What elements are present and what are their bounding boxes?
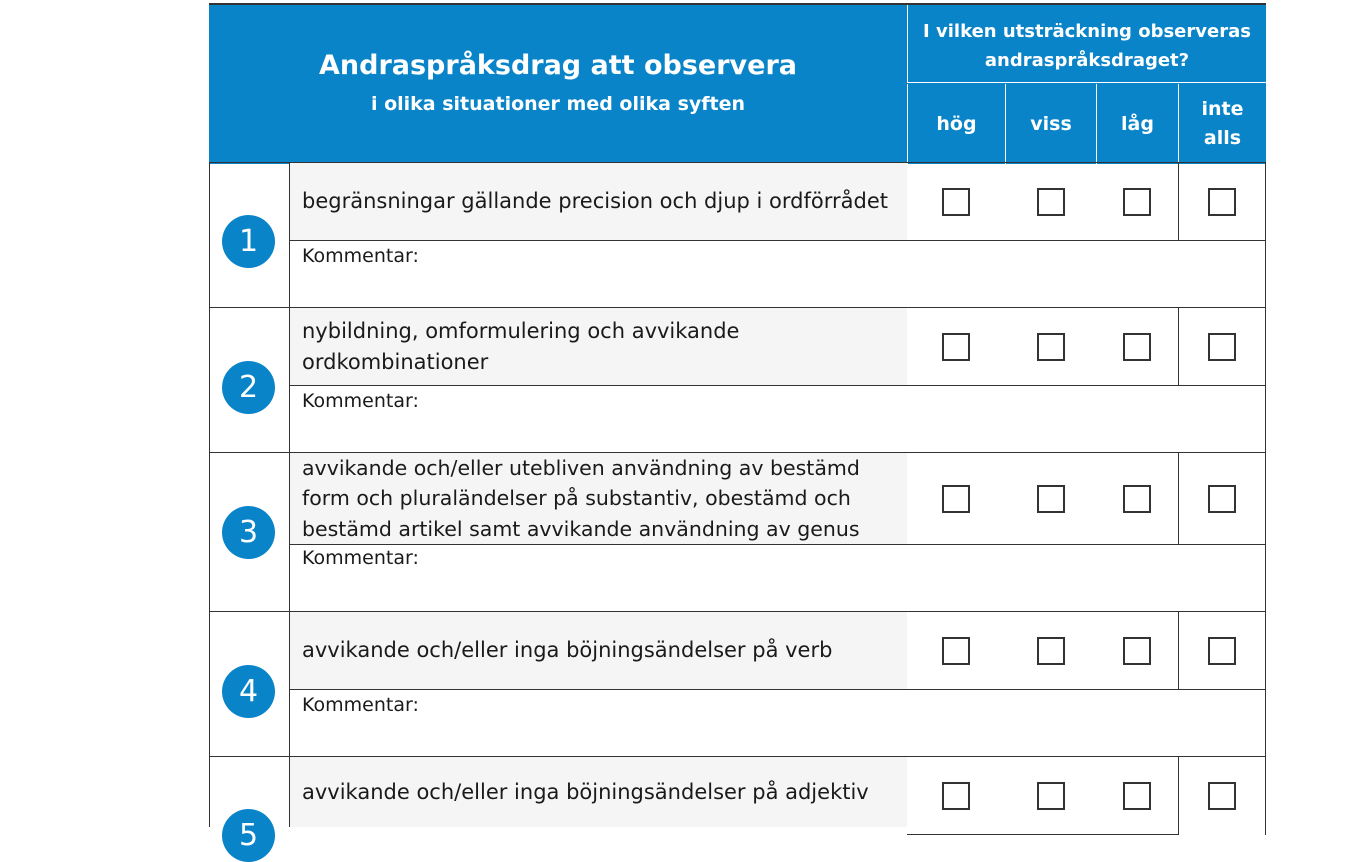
column-header-viss bbox=[1005, 84, 1096, 164]
item-number: 5 bbox=[238, 818, 259, 853]
item-number-cell bbox=[209, 757, 290, 853]
checkbox-inte-alls[interactable] bbox=[1208, 188, 1236, 216]
checkbox-lag[interactable] bbox=[1123, 333, 1151, 361]
rating-cell-inte-alls bbox=[1178, 453, 1266, 545]
comment-field[interactable] bbox=[290, 386, 1266, 453]
item-row-2 bbox=[209, 307, 1266, 453]
checkbox-inte-alls[interactable] bbox=[1208, 333, 1236, 361]
header-title-block bbox=[209, 5, 907, 164]
item-description bbox=[290, 308, 907, 386]
column-header-hog bbox=[907, 84, 1005, 164]
rating-cell-lag bbox=[1096, 612, 1178, 690]
item-number-badge bbox=[222, 215, 275, 268]
item-number-badge bbox=[222, 361, 275, 414]
checkbox-viss[interactable] bbox=[1037, 188, 1065, 216]
item-description-line: avvikande och/eller inga böjningsändelser på adjektiv bbox=[302, 779, 869, 804]
item-row-3 bbox=[209, 452, 1266, 612]
rating-cell-hog bbox=[907, 757, 1005, 835]
checkbox-viss[interactable] bbox=[1037, 333, 1065, 361]
form-subtitle: i olika situationer med olika syften bbox=[370, 93, 746, 115]
item-description bbox=[290, 453, 907, 545]
item-number-badge bbox=[222, 506, 275, 559]
item-description-line: nybildning, omformulering och avvikande bbox=[302, 318, 740, 343]
item-number-cell bbox=[209, 612, 290, 757]
checkbox-lag[interactable] bbox=[1123, 637, 1151, 665]
item-number-badge bbox=[222, 809, 275, 862]
form-title: Andraspråksdrag att observera bbox=[319, 50, 797, 81]
checkbox-hog[interactable] bbox=[942, 333, 970, 361]
rating-cell-viss bbox=[1005, 757, 1096, 835]
item-description-line: ordkombinationer bbox=[302, 349, 489, 374]
checkbox-viss[interactable] bbox=[1037, 485, 1065, 513]
checkbox-viss[interactable] bbox=[1037, 782, 1065, 810]
item-description bbox=[290, 163, 907, 241]
rating-cell-lag bbox=[1096, 163, 1178, 241]
item-row-5 bbox=[209, 756, 1266, 853]
item-number: 3 bbox=[238, 515, 259, 550]
column-header-label-2: alls bbox=[1203, 127, 1242, 149]
rating-cell-lag bbox=[1096, 453, 1178, 545]
column-header-label: viss bbox=[1030, 112, 1072, 135]
column-header-label: hög bbox=[936, 112, 977, 135]
item-description-line: begränsningar gällande precision och djup i ordförrådet bbox=[302, 189, 888, 213]
checkbox-inte-alls[interactable] bbox=[1208, 637, 1236, 665]
rating-cell-inte-alls bbox=[1178, 163, 1266, 241]
checkbox-viss[interactable] bbox=[1037, 637, 1065, 665]
rating-question bbox=[907, 5, 1266, 83]
rating-question-line-2: andraspråksdraget? bbox=[984, 50, 1190, 71]
item-description-line: form och pluraländelser på substantiv, obestämd och bbox=[302, 486, 851, 511]
item-row-4 bbox=[209, 611, 1266, 757]
checkbox-lag[interactable] bbox=[1123, 485, 1151, 513]
item-description-line: avvikande och/eller inga böjningsändelser på verb bbox=[302, 638, 833, 662]
rating-cell-hog bbox=[907, 453, 1005, 545]
rating-cell-viss bbox=[1005, 453, 1096, 545]
comment-label: Kommentar: bbox=[302, 547, 419, 569]
checkbox-hog[interactable] bbox=[942, 485, 970, 513]
rating-cell-lag bbox=[1096, 757, 1178, 835]
item-description-line: avvikande och/eller utebliven användning av bestämd bbox=[302, 455, 860, 480]
item-row-1 bbox=[209, 162, 1266, 308]
rating-question-line-1: I vilken utsträckning observeras bbox=[923, 21, 1251, 42]
form-header bbox=[209, 3, 1266, 164]
item-number-cell bbox=[209, 453, 290, 612]
column-header-inte-alls bbox=[1178, 84, 1266, 164]
rating-cell-inte-alls bbox=[1178, 612, 1266, 690]
checkbox-hog[interactable] bbox=[942, 188, 970, 216]
comment-field[interactable] bbox=[290, 241, 1266, 308]
rating-cell-hog bbox=[907, 612, 1005, 690]
column-header-label: låg bbox=[1121, 112, 1154, 135]
item-description bbox=[290, 757, 907, 827]
item-number: 4 bbox=[238, 674, 259, 709]
rating-cell-viss bbox=[1005, 612, 1096, 690]
item-number-cell bbox=[209, 308, 290, 453]
checkbox-inte-alls[interactable] bbox=[1208, 485, 1236, 513]
comment-label: Kommentar: bbox=[302, 245, 419, 267]
comment-field[interactable] bbox=[290, 545, 1266, 612]
rating-cell-lag bbox=[1096, 308, 1178, 386]
comment-field[interactable] bbox=[290, 690, 1266, 757]
rating-cell-hog bbox=[907, 308, 1005, 386]
column-header-label: inte bbox=[1201, 98, 1244, 120]
rating-cell-viss bbox=[1005, 163, 1096, 241]
checkbox-lag[interactable] bbox=[1123, 188, 1151, 216]
column-header-lag bbox=[1096, 84, 1178, 164]
rating-cell-viss bbox=[1005, 308, 1096, 386]
item-number-badge bbox=[222, 665, 275, 718]
checkbox-inte-alls[interactable] bbox=[1208, 782, 1236, 810]
item-description bbox=[290, 612, 907, 690]
rating-cell-inte-alls bbox=[1178, 308, 1266, 386]
comment-label: Kommentar: bbox=[302, 694, 419, 716]
checkbox-lag[interactable] bbox=[1123, 782, 1151, 810]
rating-cell-inte-alls bbox=[1178, 757, 1266, 835]
rating-cell-hog bbox=[907, 163, 1005, 241]
item-number: 2 bbox=[238, 370, 259, 405]
item-number: 1 bbox=[238, 224, 259, 259]
checkbox-hog[interactable] bbox=[942, 637, 970, 665]
checkbox-hog[interactable] bbox=[942, 782, 970, 810]
comment-label: Kommentar: bbox=[302, 390, 419, 412]
item-description-line: bestämd artikel samt avvikande användning av genus bbox=[302, 516, 860, 541]
item-number-cell bbox=[209, 163, 290, 308]
